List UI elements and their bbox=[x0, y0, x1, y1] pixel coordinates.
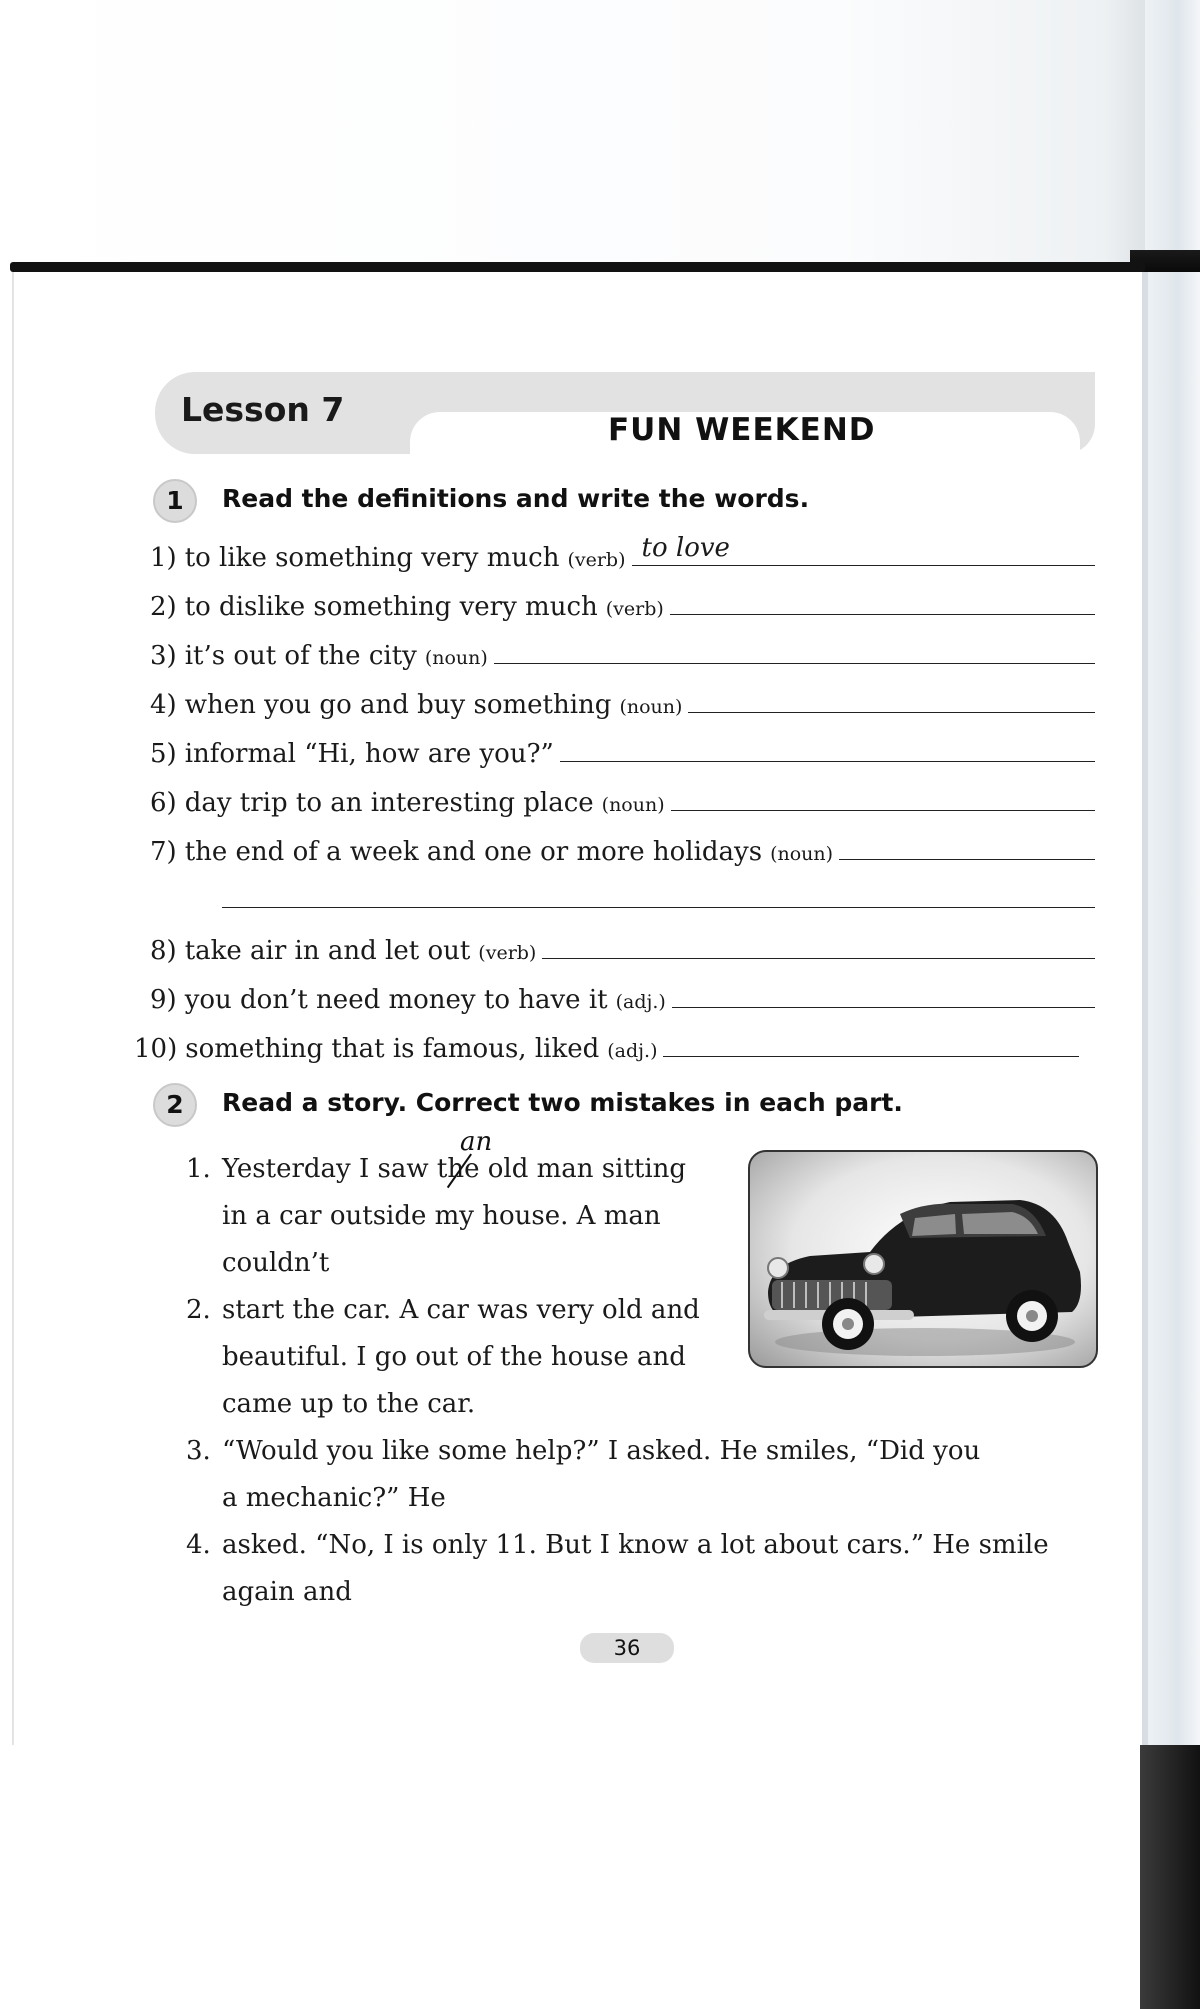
part-of-speech: (noun) bbox=[601, 794, 665, 816]
story-text: beautiful. I go out of the house and bbox=[222, 1342, 686, 1372]
answer-line[interactable] bbox=[560, 731, 1095, 762]
definition-number: 10) bbox=[134, 1034, 178, 1064]
story-part-1 bbox=[186, 1146, 686, 1287]
definition-number: 4) bbox=[150, 690, 177, 720]
answer-line[interactable] bbox=[663, 1026, 1079, 1057]
definition-number: 3) bbox=[150, 641, 177, 671]
answer-line[interactable] bbox=[839, 829, 1095, 860]
definition-item-1 bbox=[150, 535, 1095, 575]
scan-background-right bbox=[1145, 0, 1200, 2009]
story-part-4 bbox=[186, 1522, 1049, 1616]
scan-background-top bbox=[0, 0, 1200, 262]
exercise-1-number: 1 bbox=[153, 479, 197, 523]
definition-item-9 bbox=[150, 977, 1095, 1017]
part-of-speech: (adj.) bbox=[615, 991, 666, 1013]
story-text: asked. “No, I is only 11. But I know a lot about cars.” He smile bbox=[222, 1530, 1049, 1560]
part-of-speech: (noun) bbox=[619, 696, 683, 718]
page-edge-shadow bbox=[1142, 272, 1148, 1745]
definition-text: day trip to an interesting place bbox=[184, 788, 594, 818]
definition-item-8 bbox=[150, 928, 1095, 968]
story-text: “Would you like some help?” I asked. He smiles, “Did you bbox=[222, 1436, 981, 1466]
part-of-speech: (verb) bbox=[478, 942, 537, 964]
definition-number: 7) bbox=[150, 837, 177, 867]
definition-item-5 bbox=[150, 731, 1095, 771]
scan-background-bottom-right bbox=[1140, 1745, 1200, 2009]
definition-text: you don’t need money to have it bbox=[184, 985, 608, 1015]
part-of-speech: (noun) bbox=[424, 647, 488, 669]
definition-item-6 bbox=[150, 780, 1095, 820]
story-part-number: 2. bbox=[186, 1295, 211, 1325]
story-text: a mechanic?” He bbox=[222, 1483, 446, 1513]
answer-line-7-continued[interactable] bbox=[222, 907, 1095, 908]
exercise-2-instruction: Read a story. Correct two mistakes in each part. bbox=[222, 1088, 903, 1117]
definition-text: the end of a week and one or more holidays bbox=[184, 837, 763, 867]
answer-line[interactable] bbox=[494, 633, 1095, 664]
part-of-speech: (verb) bbox=[567, 549, 626, 571]
car-icon bbox=[750, 1152, 1096, 1366]
story-text: in a car outside my house. A man bbox=[222, 1201, 661, 1231]
definition-item-10 bbox=[134, 1026, 1079, 1066]
definition-number: 6) bbox=[150, 788, 177, 818]
story-part-number: 1. bbox=[186, 1154, 211, 1184]
definition-item-3 bbox=[150, 633, 1095, 673]
exercise-2-number: 2 bbox=[153, 1083, 197, 1127]
lesson-label: Lesson 7 bbox=[181, 390, 345, 429]
part-of-speech: (adj.) bbox=[607, 1040, 658, 1062]
definition-text: something that is famous, liked bbox=[185, 1034, 600, 1064]
story-part-2 bbox=[186, 1287, 700, 1428]
story-text: Yesterday I saw bbox=[222, 1154, 437, 1184]
definition-text: informal “Hi, how are you?” bbox=[184, 739, 554, 769]
story-part-3 bbox=[186, 1428, 980, 1522]
vintage-car-photo bbox=[748, 1150, 1098, 1368]
scan-background-bottom bbox=[0, 1745, 1200, 2009]
definition-item-2 bbox=[150, 584, 1095, 624]
definition-number: 5) bbox=[150, 739, 177, 769]
answer-line[interactable] bbox=[671, 780, 1095, 811]
story-part-number: 4. bbox=[186, 1530, 211, 1560]
definition-number: 2) bbox=[150, 592, 177, 622]
story-text: start the car. A car was very old and bbox=[222, 1295, 700, 1325]
definition-number: 9) bbox=[150, 985, 177, 1015]
page-number: 36 bbox=[580, 1633, 674, 1663]
story-text: again and bbox=[222, 1577, 352, 1607]
definition-text: when you go and buy something bbox=[184, 690, 612, 720]
part-of-speech: (noun) bbox=[770, 843, 834, 865]
crossed-out-word: the bbox=[437, 1146, 480, 1193]
story-text: came up to the car. bbox=[222, 1389, 476, 1419]
answer-line[interactable] bbox=[632, 535, 1095, 566]
definition-text: to like something very much bbox=[184, 543, 560, 573]
answer-line[interactable] bbox=[672, 977, 1095, 1008]
handwritten-correction: an bbox=[460, 1127, 493, 1157]
filled-answer: to love bbox=[641, 533, 730, 563]
definition-text: to dislike something very much bbox=[184, 592, 598, 622]
story-text: couldn’t bbox=[222, 1248, 330, 1278]
part-of-speech: (verb) bbox=[605, 598, 664, 620]
answer-line[interactable] bbox=[542, 928, 1095, 959]
definition-item-4 bbox=[150, 682, 1095, 722]
definition-text: it’s out of the city bbox=[184, 641, 417, 671]
definition-number: 8) bbox=[150, 936, 177, 966]
definition-number: 1) bbox=[150, 543, 177, 573]
story-part-number: 3. bbox=[186, 1436, 211, 1466]
definition-item-7 bbox=[150, 829, 1095, 869]
page-top-edge bbox=[10, 262, 1145, 272]
page-title: FUN WEEKEND bbox=[608, 412, 876, 448]
answer-line[interactable] bbox=[688, 682, 1095, 713]
story-text: old man sitting bbox=[479, 1154, 687, 1184]
exercise-1-instruction: Read the definitions and write the words. bbox=[222, 484, 810, 513]
definition-text: take air in and let out bbox=[184, 936, 471, 966]
answer-line[interactable] bbox=[670, 584, 1095, 615]
